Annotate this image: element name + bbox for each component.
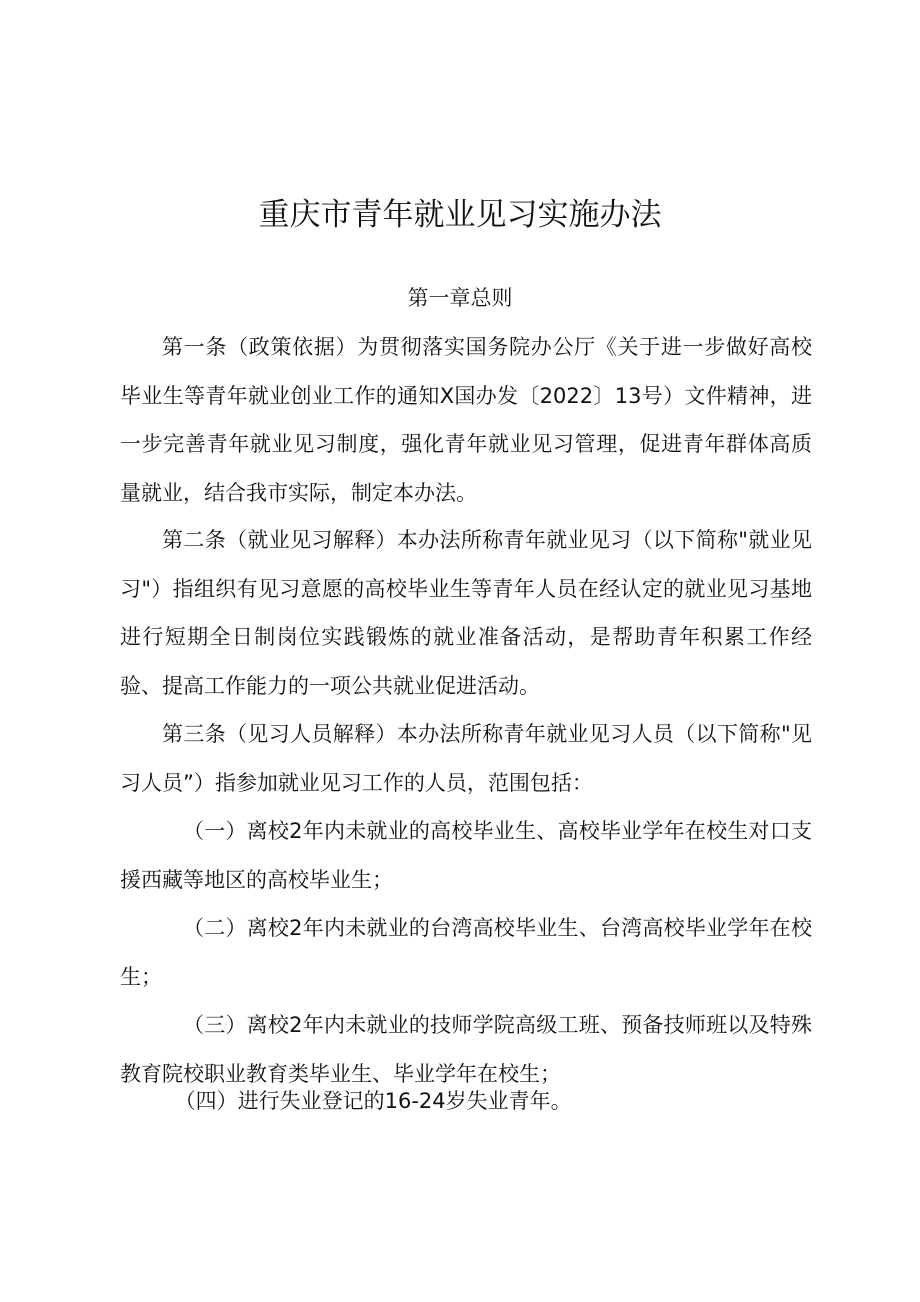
- list-item: （四）进行失业登记的16-24岁失业青年。: [174, 1089, 572, 1113]
- article-2: [120, 516, 812, 710]
- list-item: （一）离校2年内未就业的高校毕业生、高校毕业学年在校生对口支援西藏等地区的高校毕业生；: [120, 819, 812, 892]
- article-3: [120, 710, 812, 807]
- list-item-2: [120, 904, 812, 1001]
- list-item-1: [120, 807, 812, 904]
- article-paragraph: 第三条（见习人员解释）本办法所称青年就业见习人员（以下简称"见习人员”）指参加就业见习工作的人员，范围包括：: [120, 722, 812, 795]
- article-paragraph: 第二条（就业见习解释）本办法所称青年就业见习（以下简称"就业见习"）指组织有见习意愿的高校毕业生等青年人员在经认定的就业见习基地进行短期全日制岗位实践锻炼的就业准备活动，是帮助青年积累工作经验、提高工作能力的一项公共就业促进活动。: [120, 528, 812, 698]
- list-item: （三）离校2年内未就业的技师学院高级工班、预备技师班以及特殊教育院校职业教育类毕业生、毕业学年在校生；: [120, 1013, 812, 1086]
- document-title: 重庆市青年就业见习实施办法: [258, 196, 662, 233]
- list-item-4: [120, 1077, 812, 1126]
- chapter-heading: 第一章总则: [407, 286, 513, 310]
- list-item: （二）离校2年内未就业的台湾高校毕业生、台湾高校毕业学年在校生；: [120, 916, 812, 989]
- article-paragraph: 第一条（政策依据）为贯彻落实国务院办公厅《关于进一步做好高校毕业生等青年就业创业工作的通知Ⅹ国办发〔2022〕13号）文件精神，进一步完善青年就业见习制度，强化青年就业见习管理，促进青年群体高质量就业，结合我市实际，制定本办法。: [120, 335, 812, 505]
- article-1: [120, 323, 812, 517]
